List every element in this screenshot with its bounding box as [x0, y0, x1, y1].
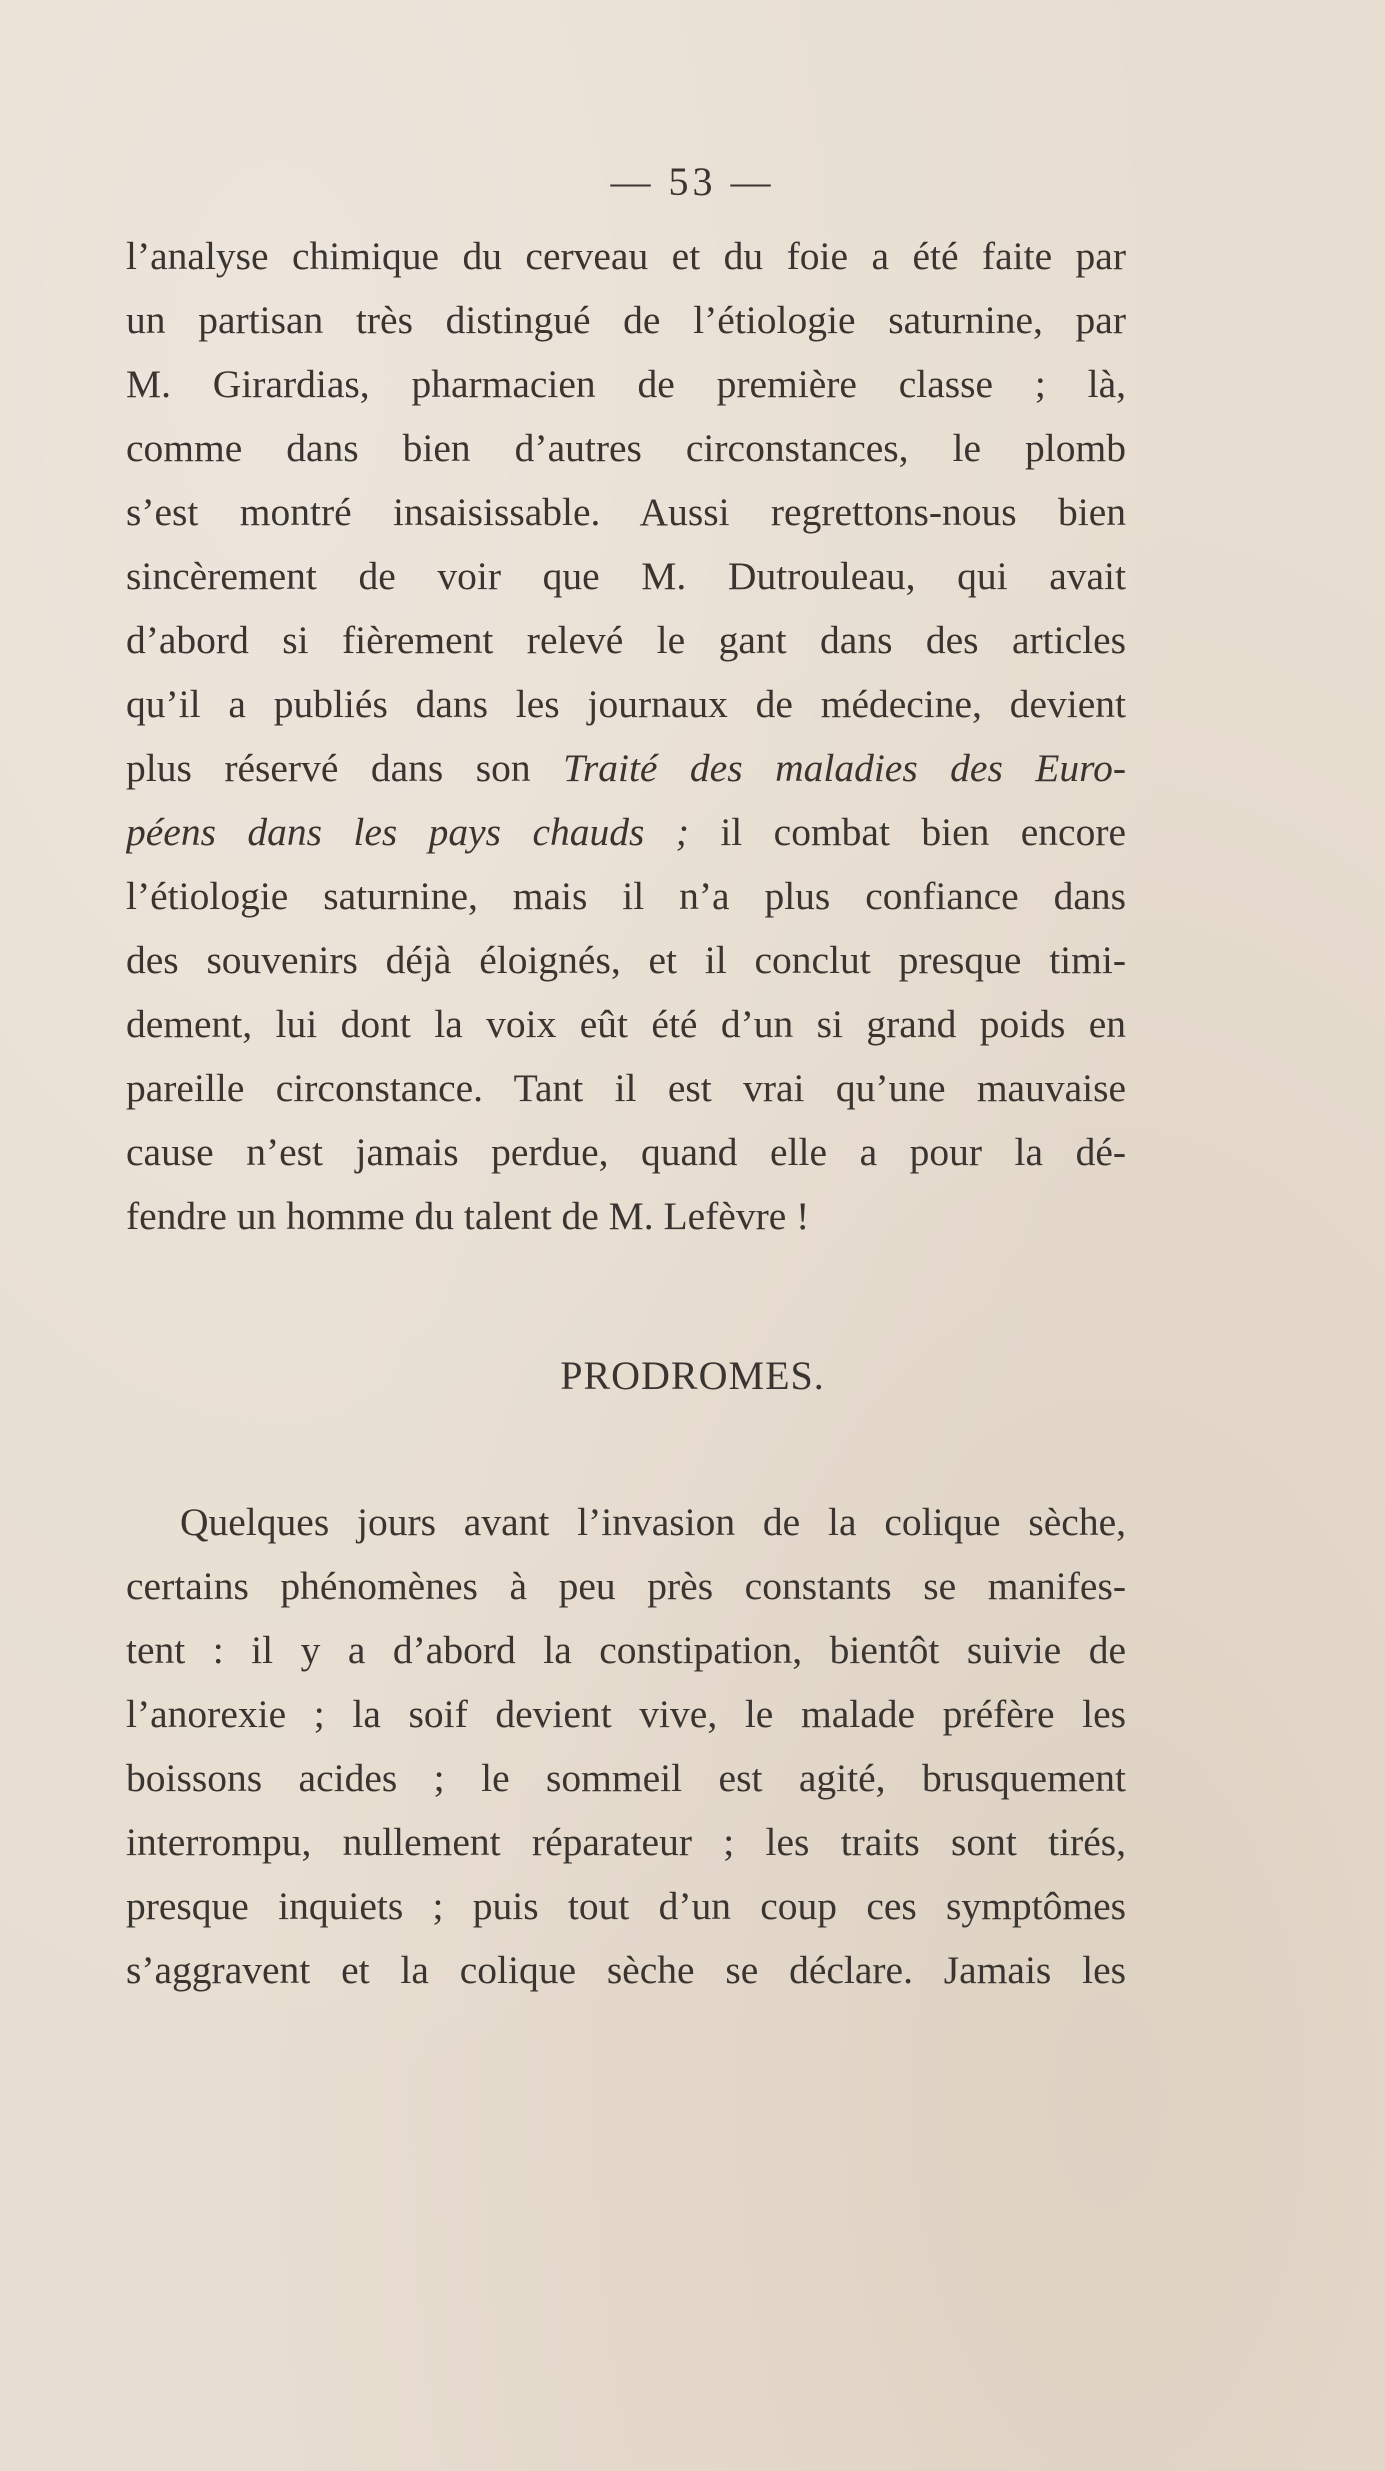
book-title-italic: Traité des maladies des Euro-: [563, 746, 1126, 790]
text-line: dement, lui dont la voix eût été d’un si grand poids en: [126, 1002, 1126, 1046]
section-heading: PRODROMES.: [560, 1353, 825, 1398]
paragraph-analysis: [126, 224, 1126, 1248]
text-line: qu’il a publiés dans les journaux de médecine, devient: [126, 682, 1126, 726]
text-line: sincèrement de voir que M. Dutrouleau, qui avait: [126, 554, 1126, 598]
text-line: tent : il y a d’abord la constipation, bientôt suivie de: [126, 1628, 1126, 1672]
text-line: d’abord si fièrement relevé le gant dans des articles: [126, 618, 1126, 662]
book-title-italic: péens dans les pays chauds ;: [126, 810, 689, 854]
text-line: un partisan très distingué de l’étiologie saturnine, par: [126, 298, 1126, 342]
text-line: certains phénomènes à peu près constants se manifes-: [126, 1564, 1126, 1608]
text-line: presque inquiets ; puis tout d’un coup ces symptômes: [126, 1884, 1126, 1928]
text-line: l’anorexie ; la soif devient vive, le malade préfère les: [126, 1692, 1126, 1736]
text-line: interrompu, nullement réparateur ; les traits sont tirés,: [126, 1820, 1126, 1864]
text-line: [126, 800, 1126, 864]
text-line: l’analyse chimique du cerveau et du foie a été faite par: [126, 234, 1126, 278]
paragraph-prodromes: [126, 1490, 1126, 2002]
text-line: cause n’est jamais perdue, quand elle a pour la dé-: [126, 1130, 1126, 1174]
page-number: — 53 —: [610, 159, 775, 204]
text-line: [126, 736, 1126, 800]
text-line: M. Girardias, pharmacien de première classe ; là,: [126, 362, 1126, 406]
text-run: il combat bien encore: [688, 810, 1126, 854]
text-line: Quelques jours avant l’invasion de la colique sèche,: [180, 1500, 1126, 1544]
text-line: fendre un homme du talent de M. Lefèvre !: [126, 1194, 810, 1238]
text-line: des souvenirs déjà éloignés, et il conclut presque timi-: [126, 938, 1126, 982]
text-line: pareille circonstance. Tant il est vrai qu’une mauvaise: [126, 1066, 1126, 1110]
text-line: s’aggravent et la colique sèche se déclare. Jamais les: [126, 1948, 1126, 1992]
text-run: plus réservé dans son: [126, 746, 564, 790]
text-line: s’est montré insaisissable. Aussi regrettons-nous bien: [126, 490, 1126, 534]
text-line: comme dans bien d’autres circonstances, le plomb: [126, 426, 1126, 470]
text-line: boissons acides ; le sommeil est agité, brusquement: [126, 1756, 1126, 1800]
text-line: l’étiologie saturnine, mais il n’a plus confiance dans: [126, 874, 1126, 918]
